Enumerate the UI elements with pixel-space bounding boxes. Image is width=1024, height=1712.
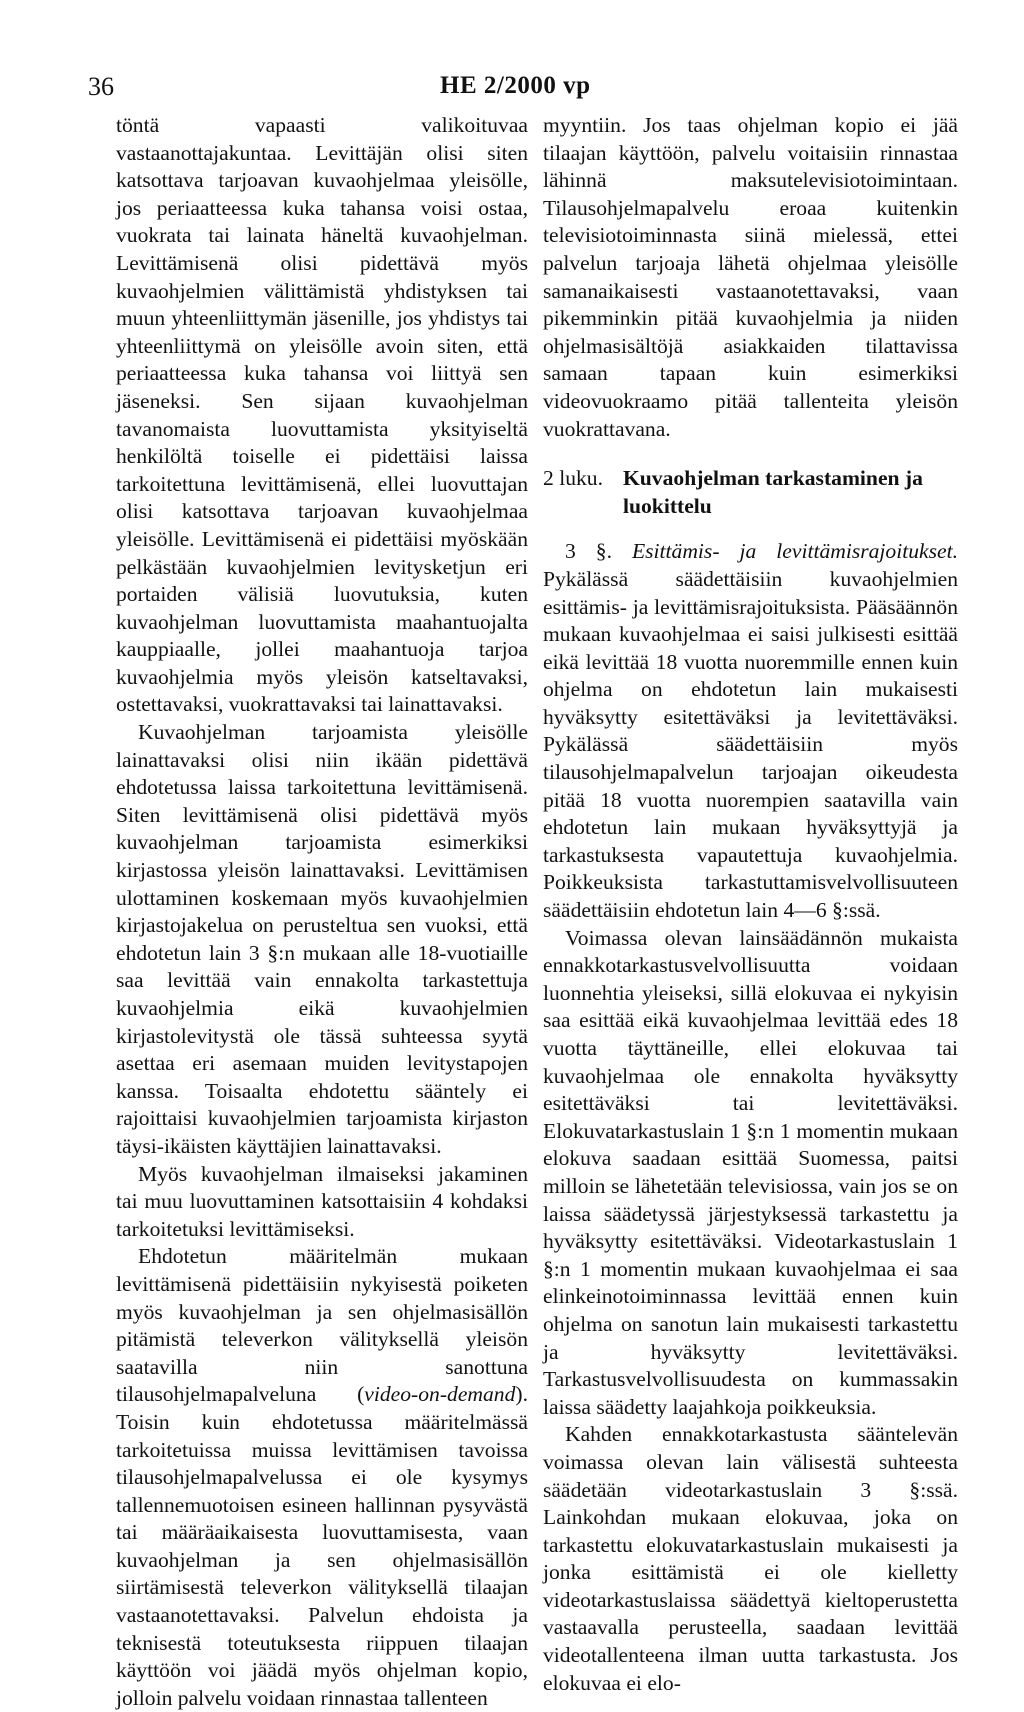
- paragraph-text: Ehdotetun määritelmän mukaan levittämisenä pidettäisiin nykyisestä poiketen myös kuvaohjelman ja sen ohjelmasisällön pitämistä televerkon välityksellä yleisön saatavilla niin sanottuna tilausohjelmapalveluna (: [116, 1244, 528, 1407]
- section-paragraph: [543, 538, 958, 924]
- section-number: 3 §.: [565, 539, 612, 564]
- paragraph: [116, 1243, 528, 1712]
- chapter-number: 2 luku.: [543, 466, 603, 491]
- right-column: [543, 112, 958, 1697]
- chapter-heading: [543, 465, 958, 520]
- section-title: Esittämis- ja levittämisrajoitukset.: [631, 539, 958, 564]
- paragraph-text: Pykälässä säädettäisiin kuvaohjelmien esittämis- ja levittämisrajoituksista. Pääsäännön mukaan kuvaohjelmaa ei saisi julkisesti esittää eikä levittää 18 vuotta nuoremmille ennen kuin ohjelma on ehdotetun lain mukaisesti hyväksytty esitettäväksi ja levitettäväksi. Pykälässä säädettäisiin myös tilausohjelmapalvelun tarjoajan oikeudesta pitää 18 vuotta nuorempien saatavilla vain ehdotetun lain mukaan hyväksyttyjä ja tarkastuksesta vapautettuja kuvaohjelmia. Poikkeuksista tarkastuttamisvelvollisuuteen säädettäisiin ehdotetun lain 4—6 §:ssä.: [543, 566, 958, 923]
- paragraph-continuation: myyntiin. Jos taas ohjelman kopio ei jää tilaajan käyttöön, palvelu voitaisiin rinnastaa lähinnä maksutelevisiotoimintaan. Tilausohjelmapalvelu eroaa kuitenkin televisiotoiminnasta siinä mielessä, ettei palvelun tarjoaja lähetä ohjelmaa yleisölle samanaikaisesti vastaanotettavaksi, vaan pikemminkin pitää kuvaohjelmia ja niiden ohjelmasisältöjä asiakkaiden tilattavissa samaan tapaan kuin esimerkiksi videovuokraamo pitää tallenteita yleisön vuokrattavana.: [543, 113, 958, 441]
- left-column: [116, 112, 528, 1712]
- paragraph: Kuvaohjelman tarjoamista yleisölle lainattavaksi olisi niin ikään pidettävä ehdotetussa laissa tarkoitettuna levittämisenä. Siten levittämisenä olisi pidettävä myös kuvaohjelman tarjoamista esimerkiksi kirjastossa yleisön lainattavaksi. Levittämisen ulottaminen koskemaan myös kuvaohjelmien kirjastojakelua on perusteltua sen vuoksi, että ehdotetun lain 3 §:n mukaan alle 18-vuotiaille saa levittää vain ennakolta tarkastettuja kuvaohjelmia eikä kuvaohjelmien kirjastolevitystä ole tässä suhteessa syytä asettaa eri asemaan muiden levitystapojen kanssa. Toisaalta ehdotettu sääntely ei rajoittaisi kuvaohjelmien tarjoamista kirjaston täysi-ikäisten käyttäjien lainattavaksi.: [116, 720, 528, 1158]
- paragraph: Voimassa olevan lainsäädännön mukaista ennakkotarkastusvelvollisuutta voidaan luonnehtia yleiseksi, sillä elokuvaa ei nykyisin saa esittää eikä kuvaohjelmaa levittää edes 18 vuotta täyttäneille, ellei elokuvaa tai kuvaohjelmaa ole ennakolta hyväksytty esitettäväksi tai levitettäväksi. Elokuvatarkastuslain 1 §:n 1 momentin mukaan elokuva saadaan esittää Suomessa, paitsi milloin se lähetetään televisiossa, vain jos se on laissa säädetyssä järjestyksessä tarkastettu ja hyväksytty esitettäväksi. Videotarkastuslain 1 §:n 1 momentin mukaan kuvaohjelmaa ei saa elinkeinotoiminnassa levittää ennen kuin ohjelma on sanotun lain mukaisesti tarkastettu ja hyväksytty levitettäväksi. Tarkastusvelvollisuudesta on kummassakin laissa säädetty laajahkoja poikkeuksia.: [543, 925, 958, 1419]
- paragraph: Kahden ennakkotarkastusta sääntelevän voimassa olevan lain välisestä suhteesta säädetään videotarkastuslain 3 §:ssä. Lainkohdan mukaan elokuvaa, joka on tarkastettu elokuvatarkastuslain mukaisesti ja jonka esittämistä ei ole kielletty videotarkastuslaissa säädettyä kieltoperustetta vastaavalla perusteella, saadaan levittää videotallenteena ilman uutta tarkastusta. Jos elokuvaa ei elo-: [543, 1422, 958, 1695]
- italic-term: video-on-demand: [364, 1382, 516, 1407]
- chapter-title: Kuvaohjelman tarkastaminen ja luokittelu: [623, 466, 923, 518]
- paragraph-text: ). Toisin kuin ehdotetussa määritelmässä tarkoitetuissa muissa levittämisen tavoissa tilausohjelmapalvelussa ei ole kysymys tallennemuotoisen esineen hallinnan pysyvästä tai määräaikaisesta luovuttamisesta, vaan kuvaohjelman ja sen ohjelmasisällön siirtämisestä televerkon välityksellä tilaajan vastaanotettavaksi. Palvelun ehdoista ja teknisestä toteutuksesta riippuen tilaajan käyttöön voi jäädä myös ohjelman kopio, jolloin palvelu voidaan rinnastaa tallenteen: [116, 1382, 528, 1710]
- page-number: 36: [88, 72, 114, 101]
- document-id: HE 2/2000 vp: [440, 72, 591, 99]
- paragraph: Myös kuvaohjelman ilmaiseksi jakaminen tai muu luovuttaminen katsottaisiin 4 kohdaksi tarkoitetuksi levittämiseksi.: [116, 1161, 528, 1241]
- paragraph-continuation: töntä vapaasti valikoituvaa vastaanottajakuntaa. Levittäjän olisi siten katsottava tarjoavan kuvaohjelmaa yleisölle, jos periaatteessa kuka tahansa voisi ostaa, vuokrata tai lainata häneltä kuvaohjelman. Levittämisenä olisi pidettävä myös kuvaohjelmien välittämistä yhdistyksen tai muun yhteenliittymän jäsenille, jos yhdistys tai yhteenliittymä on yleisölle avoin siten, että periaatteessa kuka tahansa voi liittyä sen jäseneksi. Sen sijaan kuvaohjelman tavanomaista luovuttamista yksityiseltä henkilöltä toiselle ei pidettäisi laissa tarkoitettuna levittämisenä, ellei luovuttajan olisi katsottava tarjoavan kuvaohjelmaa yleisölle. Levittämisenä ei pidettäisi myöskään pelkästään kuvaohjelmien levitysketjun eri portaiden välisiä luovutuksia, kuten kuvaohjelman luovuttamista maahantuojalta kauppiaalle, jollei maahantuoja tarjoa kuvaohjelmia myös yleisön katseltavaksi, ostettavaksi, vuokrattavaksi tai lainattavaksi.: [116, 113, 528, 717]
- page-header: [0, 72, 1024, 106]
